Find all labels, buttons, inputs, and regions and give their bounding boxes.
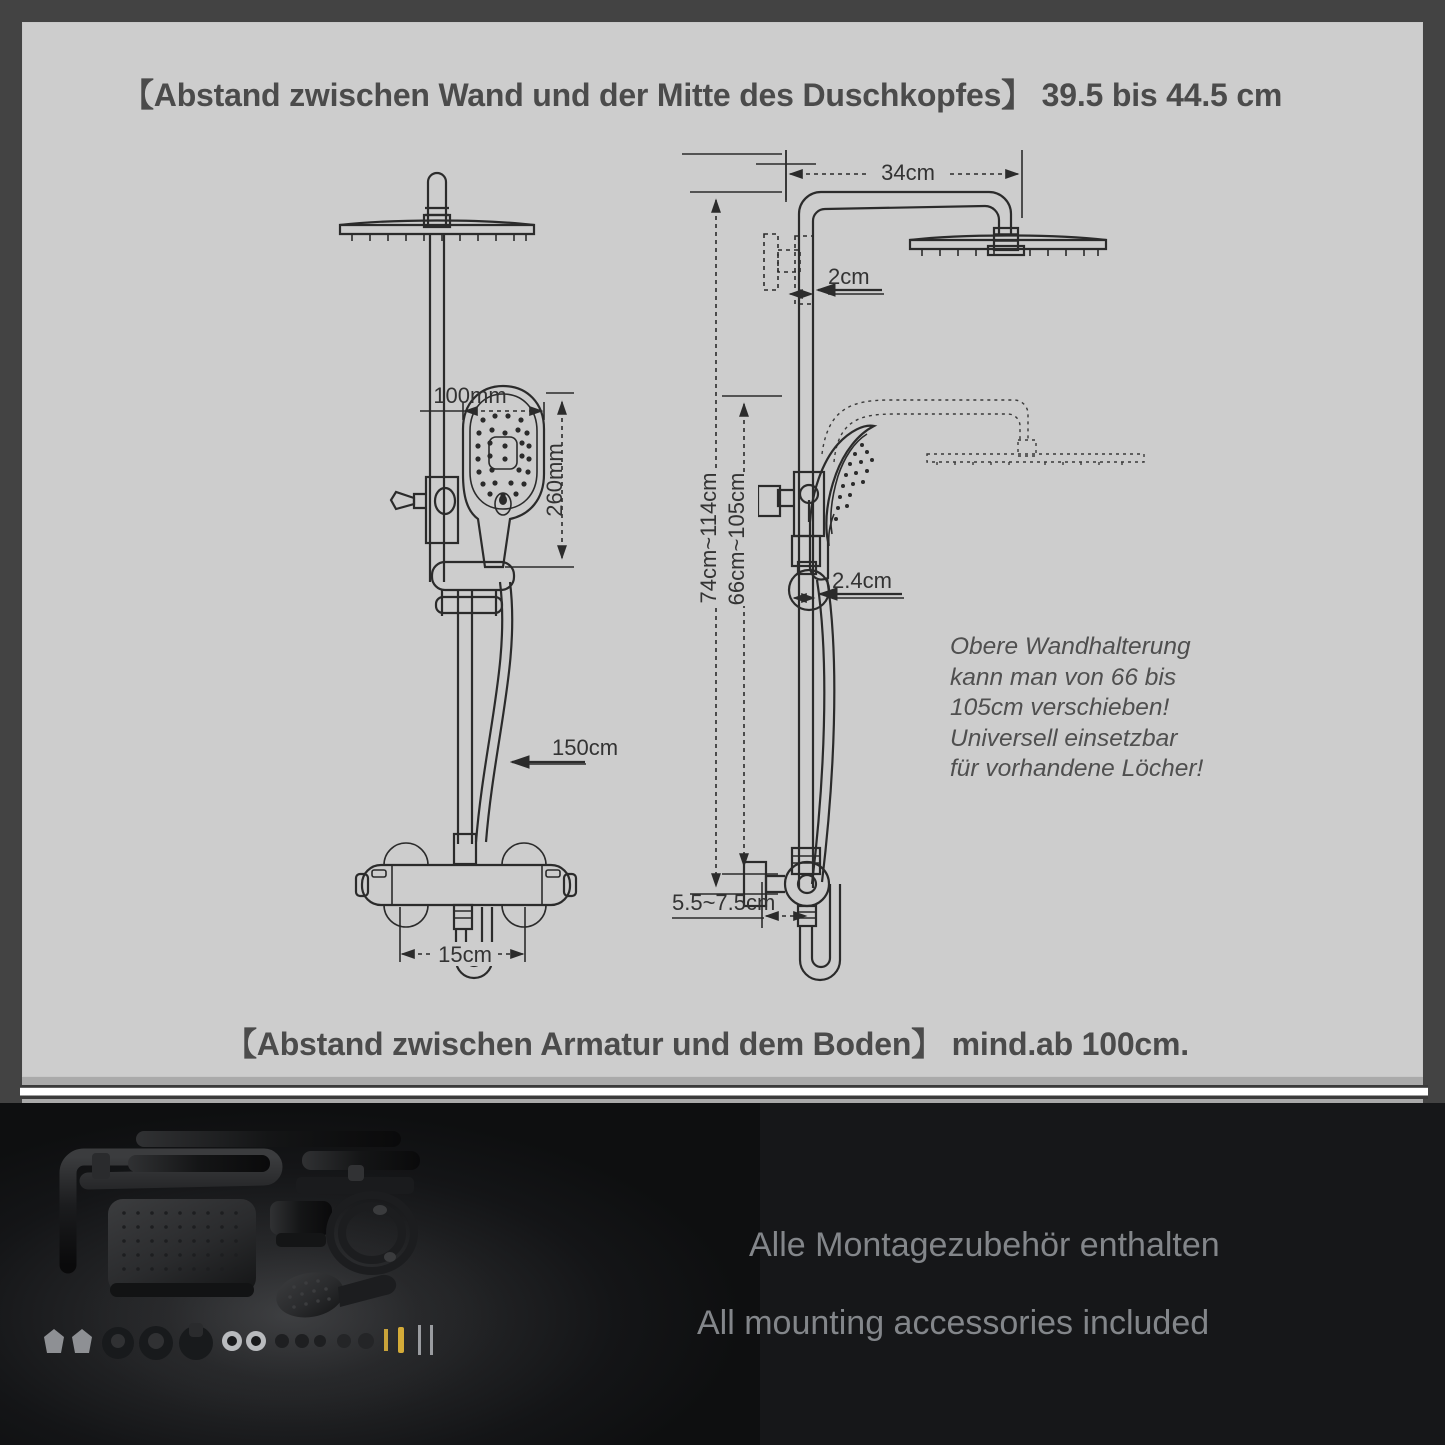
svg-text:66cm~105cm: 66cm~105cm	[724, 472, 749, 606]
wall-bracket-hidden	[764, 234, 813, 304]
note-line-3: 105cm verschieben!	[950, 694, 1170, 721]
note-line-4: Universell einsetzbar	[950, 724, 1178, 752]
dim-150cm	[512, 735, 618, 764]
dim-2cm	[790, 264, 884, 294]
caption-faucet-to-floor: 【Abstand zwischen Armatur und dem Boden】 mind.ab 100cm.	[225, 1026, 1189, 1062]
dim-66-105	[722, 396, 782, 874]
svg-text:2cm: 2cm	[828, 264, 870, 289]
svg-text:74cm~114cm: 74cm~114cm	[696, 472, 721, 604]
dim-260mm	[505, 393, 574, 567]
note-line-5: für vorhandene Löcher!	[950, 755, 1204, 782]
accessories-text-english: All mounting accessories included	[697, 1304, 1210, 1342]
product-accessories-panel	[0, 1103, 1445, 1445]
accessories-photo	[32, 1115, 592, 1445]
right-side-view	[672, 150, 1144, 980]
dim-15cm	[400, 907, 525, 967]
svg-text:100mm: 100mm	[433, 383, 507, 408]
note-line-1: Obere Wandhalterung	[950, 633, 1191, 660]
svg-text:260mm: 260mm	[542, 443, 567, 517]
note-line-2: kann man von 66 bis	[950, 663, 1177, 691]
left-handset	[463, 386, 544, 567]
svg-text:150cm: 150cm	[552, 735, 619, 760]
caption-wall-to-showerhead: 【Abstand zwischen Wand und der Mitte des Duschkopfes】 39.5 bis 44.5 cm	[122, 77, 1283, 113]
svg-text:5.5~7.5cm: 5.5~7.5cm	[672, 890, 776, 915]
left-front-view	[340, 173, 618, 978]
svg-text:15cm: 15cm	[438, 942, 492, 967]
shower-dimension-drawing	[22, 22, 1423, 1077]
adjustability-note	[950, 632, 1250, 785]
technical-drawing-panel	[22, 22, 1423, 1077]
svg-text:34cm: 34cm	[881, 160, 935, 185]
accessories-text-german: Alle Montagezubehör enthalten	[749, 1226, 1220, 1264]
svg-text:2.4cm: 2.4cm	[832, 568, 892, 593]
panel-divider-rule	[20, 1085, 1428, 1099]
